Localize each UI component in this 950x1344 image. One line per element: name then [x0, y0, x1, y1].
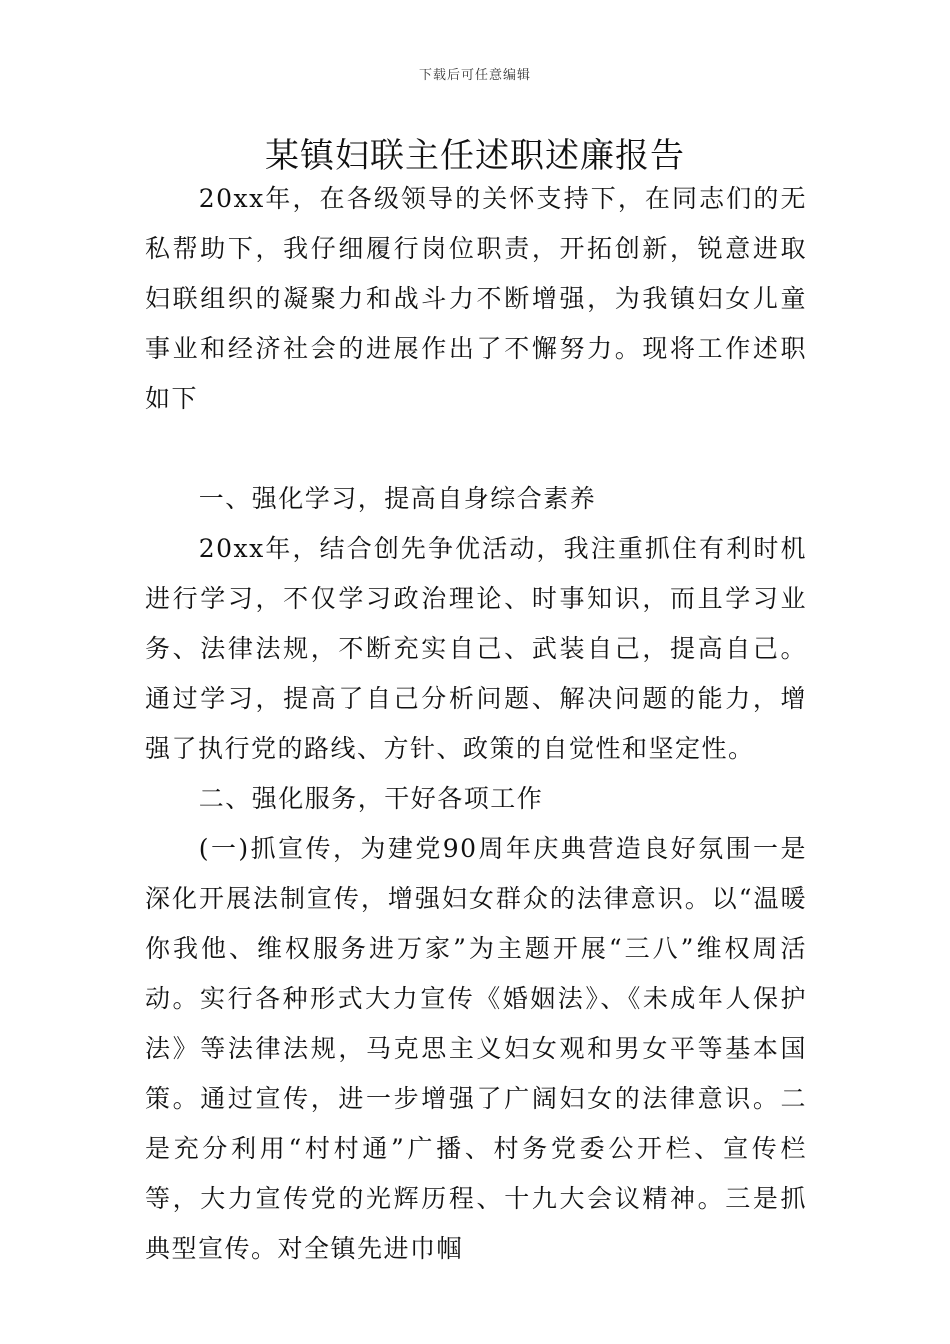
section-2-paragraph: (一)抓宣传，为建党90周年庆典营造良好氛围一是深化开展法制宣传，增强妇女群众的法律意识。以“温暖你我他、维权服务进万家”为主题开展“三八”维权周活动。实行各种形式大力宣传《婚姻法》、《未成年人保护法》等法律法规，马克思主义妇女观和男女平等基本国策。通过宣传，进一步增强了广阔妇女的法律意识。二是充分利用“村村通”广播、村务党委公开栏、宣传栏等，大力宣传党的光辉历程、十九大会议精神。三是抓典型宣传。对全镇先进巾帼 [145, 834, 807, 1263]
section-heading-1: 一、强化学习，提高自身综合素养 [198, 484, 597, 513]
paragraph-gap [145, 424, 807, 474]
intro-paragraph: 20xx年，在各级领导的关怀支持下，在同志们的无私帮助下，我仔细履行岗位职责，开拓创新，锐意进取妇联组织的凝聚力和战斗力不断增强，为我镇妇女儿童事业和经济社会的进展作出了不懈努力。现将工作述职如下 [145, 184, 807, 413]
section-1-paragraph: 20xx年，结合创先争优活动，我注重抓住有利时机进行学习，不仅学习政治理论、时事知识，而且学习业务、法律法规，不断充实自己、武装自己，提高自己。通过学习，提高了自己分析问题、解决问题的能力，增强了执行党的路线、方针、政策的自觉性和坚定性。 [145, 534, 807, 763]
document-body [145, 174, 807, 1274]
document-title: 某镇妇联主任述职述廉报告 [265, 136, 685, 176]
section-heading-2: 二、强化服务，干好各项工作 [198, 784, 544, 813]
header-note: 下载后可任意编辑 [418, 68, 531, 83]
